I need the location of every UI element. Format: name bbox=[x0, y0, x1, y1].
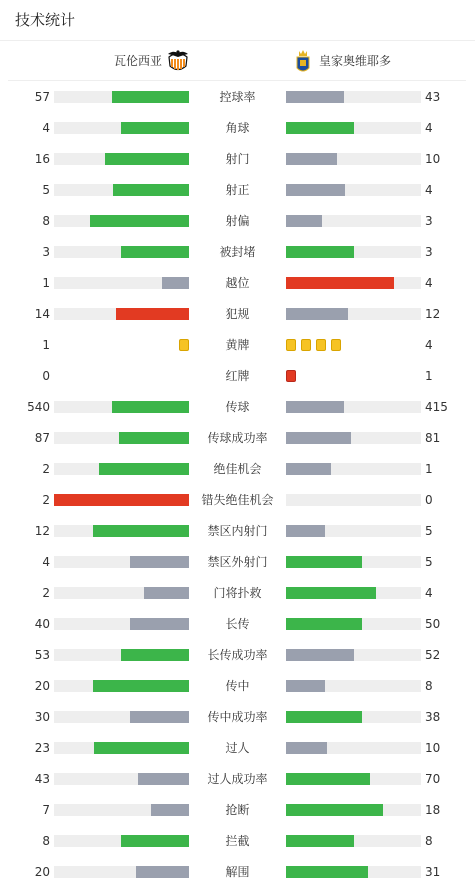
stat-row bbox=[0, 112, 475, 143]
away-stat-value: 18 bbox=[425, 803, 441, 817]
home-stat-value: 23 bbox=[34, 741, 50, 755]
stat-label: 长传 bbox=[225, 617, 250, 631]
stat-row bbox=[0, 732, 475, 763]
away-stat-bar-fill bbox=[286, 618, 362, 630]
away-stat-bar-fill bbox=[286, 587, 376, 599]
valencia-bat-crest-icon bbox=[167, 49, 189, 75]
stat-row bbox=[0, 515, 475, 546]
stat-label: 射门 bbox=[225, 152, 250, 166]
stat-label: 越位 bbox=[225, 276, 250, 290]
home-stat-value: 0 bbox=[42, 369, 50, 383]
stat-label: 解围 bbox=[225, 865, 250, 879]
stat-row bbox=[0, 639, 475, 670]
home-stat-value: 3 bbox=[42, 245, 50, 259]
home-stat-bar-fill bbox=[90, 215, 189, 227]
home-stat-bar-fill bbox=[99, 463, 189, 475]
away-team-name[interactable]: 皇家奥维耶多 bbox=[319, 54, 392, 68]
stat-row bbox=[0, 143, 475, 174]
away-stat-bar-track bbox=[286, 184, 421, 196]
stat-label: 传中 bbox=[225, 679, 250, 693]
away-stat-bar-track bbox=[286, 618, 421, 630]
stat-label: 角球 bbox=[225, 121, 250, 135]
yellow-card-icon bbox=[301, 339, 311, 351]
yellow-card-icon bbox=[179, 339, 189, 351]
away-stat-bar-track bbox=[286, 680, 421, 692]
away-stat-bar-fill bbox=[286, 401, 344, 413]
away-stat-value: 50 bbox=[425, 617, 441, 631]
home-stat-bar-fill bbox=[121, 649, 189, 661]
away-stat-value: 4 bbox=[425, 586, 433, 600]
away-stat-bar-track bbox=[286, 153, 421, 165]
away-stat-value: 8 bbox=[425, 834, 433, 848]
away-stat-bar-track bbox=[286, 277, 421, 289]
teams-header bbox=[0, 42, 475, 80]
home-stat-bar-fill bbox=[94, 742, 189, 754]
away-stat-bar-track bbox=[286, 649, 421, 661]
stat-row bbox=[0, 546, 475, 577]
home-stat-bar-track bbox=[54, 742, 189, 754]
away-stat-bar-fill bbox=[286, 711, 362, 723]
home-stat-bar-fill bbox=[136, 866, 189, 878]
stat-label: 过人成功率 bbox=[207, 772, 268, 786]
stat-label: 错失绝佳机会 bbox=[201, 493, 274, 507]
home-stat-bar-track bbox=[54, 91, 189, 103]
away-stat-value: 4 bbox=[425, 338, 433, 352]
away-stat-bar-track bbox=[286, 463, 421, 475]
home-stat-bar-track bbox=[54, 401, 189, 413]
yellow-card-icon bbox=[316, 339, 326, 351]
away-stat-bar-track bbox=[286, 401, 421, 413]
away-stat-bar-fill bbox=[286, 215, 322, 227]
home-stat-bar-track bbox=[54, 711, 189, 723]
away-stat-bar-fill bbox=[286, 153, 337, 165]
home-stat-bar-fill bbox=[112, 401, 189, 413]
away-stat-value: 70 bbox=[425, 772, 441, 786]
away-stat-value: 5 bbox=[425, 555, 433, 569]
stat-row bbox=[0, 453, 475, 484]
home-stat-bar-track bbox=[54, 804, 189, 816]
home-stat-value: 20 bbox=[34, 865, 50, 879]
home-stat-value: 4 bbox=[42, 555, 50, 569]
stat-row bbox=[0, 856, 475, 887]
home-stat-value: 2 bbox=[42, 462, 50, 476]
home-team-name[interactable]: 瓦伦西亚 bbox=[113, 54, 162, 68]
stat-row bbox=[0, 236, 475, 267]
away-stat-bar-fill bbox=[286, 680, 325, 692]
stat-label: 过人 bbox=[225, 741, 250, 755]
stat-label: 射正 bbox=[225, 183, 250, 197]
away-stat-value: 38 bbox=[425, 710, 441, 724]
away-stat-bar-track bbox=[286, 215, 421, 227]
home-stat-value: 2 bbox=[42, 586, 50, 600]
home-stat-bar-fill bbox=[138, 773, 189, 785]
home-stat-value: 8 bbox=[42, 214, 50, 228]
stat-label: 门将扑救 bbox=[213, 586, 262, 600]
stat-row bbox=[0, 794, 475, 825]
away-stat-value: 3 bbox=[425, 214, 433, 228]
home-stat-bar-track bbox=[54, 215, 189, 227]
oviedo-crown-crest-icon bbox=[295, 49, 311, 75]
home-stat-bar-track bbox=[54, 680, 189, 692]
stat-row bbox=[0, 205, 475, 236]
away-stat-value: 5 bbox=[425, 524, 433, 538]
home-stat-value: 1 bbox=[42, 276, 50, 290]
stat-row bbox=[0, 298, 475, 329]
home-stat-bar-fill bbox=[130, 711, 189, 723]
away-stat-value: 31 bbox=[425, 865, 441, 879]
home-stat-bar-track bbox=[54, 246, 189, 258]
home-stat-bar-track bbox=[54, 153, 189, 165]
stat-label: 被封堵 bbox=[219, 245, 256, 259]
home-stat-bar-fill bbox=[54, 494, 189, 506]
away-stat-bar-fill bbox=[286, 742, 327, 754]
stat-label: 长传成功率 bbox=[207, 648, 268, 662]
home-stat-value: 53 bbox=[34, 648, 50, 662]
home-stat-value: 40 bbox=[34, 617, 50, 631]
stat-label: 绝佳机会 bbox=[213, 462, 262, 476]
home-stat-value: 1 bbox=[42, 338, 50, 352]
away-stat-value: 43 bbox=[425, 90, 441, 104]
stat-row bbox=[0, 267, 475, 298]
home-stat-bar-track bbox=[54, 308, 189, 320]
home-stat-bar-fill bbox=[116, 308, 189, 320]
away-stat-bar-fill bbox=[286, 184, 345, 196]
stat-label: 禁区内射门 bbox=[207, 524, 268, 538]
stat-label: 红牌 bbox=[225, 369, 250, 383]
home-stat-bar-track bbox=[54, 835, 189, 847]
away-stat-bar-fill bbox=[286, 804, 383, 816]
home-stat-bar-track bbox=[54, 525, 189, 537]
away-stat-bar-fill bbox=[286, 122, 354, 134]
away-stat-bar-track bbox=[286, 804, 421, 816]
home-stat-value: 43 bbox=[34, 772, 50, 786]
home-stat-value: 30 bbox=[34, 710, 50, 724]
stat-row bbox=[0, 670, 475, 701]
home-stat-value: 20 bbox=[34, 679, 50, 693]
stat-row bbox=[0, 701, 475, 732]
home-stat-bar-track bbox=[54, 122, 189, 134]
home-stat-bar-fill bbox=[121, 122, 189, 134]
away-stat-bar-track bbox=[286, 711, 421, 723]
home-stat-bar-fill bbox=[105, 153, 189, 165]
home-stat-value: 16 bbox=[34, 152, 50, 166]
home-stat-bar-track bbox=[54, 649, 189, 661]
away-stat-value: 4 bbox=[425, 183, 433, 197]
home-stat-bar-fill bbox=[130, 618, 189, 630]
yellow-card-icon bbox=[331, 339, 341, 351]
away-stat-bar-track bbox=[286, 525, 421, 537]
title-divider bbox=[0, 40, 475, 41]
home-stat-value: 4 bbox=[42, 121, 50, 135]
away-stat-bar-track bbox=[286, 835, 421, 847]
home-stat-value: 540 bbox=[27, 400, 50, 414]
away-stat-bar-fill bbox=[286, 525, 325, 537]
stat-label: 禁区外射门 bbox=[207, 555, 268, 569]
home-stat-bar-fill bbox=[121, 835, 189, 847]
away-stat-value: 4 bbox=[425, 276, 433, 290]
away-stat-bar-fill bbox=[286, 246, 354, 258]
away-stat-bar-track bbox=[286, 866, 421, 878]
away-stat-bar-fill bbox=[286, 556, 362, 568]
away-stat-value: 1 bbox=[425, 462, 433, 476]
away-stat-bar-fill bbox=[286, 773, 370, 785]
away-stat-value: 81 bbox=[425, 431, 441, 445]
away-stat-bar-track bbox=[286, 556, 421, 568]
stat-row bbox=[0, 825, 475, 856]
home-stat-value: 8 bbox=[42, 834, 50, 848]
away-stat-value: 12 bbox=[425, 307, 441, 321]
away-stat-value: 4 bbox=[425, 121, 433, 135]
stat-label: 传中成功率 bbox=[207, 710, 268, 724]
home-stat-bar-fill bbox=[121, 246, 189, 258]
home-stat-bar-track bbox=[54, 773, 189, 785]
home-stat-bar-track bbox=[54, 556, 189, 568]
home-stat-value: 14 bbox=[34, 307, 50, 321]
away-stat-bar-fill bbox=[286, 432, 351, 444]
stat-label: 拦截 bbox=[225, 834, 250, 848]
away-stat-bar-fill bbox=[286, 91, 344, 103]
home-stat-bar-fill bbox=[93, 680, 189, 692]
away-stat-bar-track bbox=[286, 742, 421, 754]
home-stat-bar-track bbox=[54, 618, 189, 630]
home-stat-bar-fill bbox=[113, 184, 189, 196]
stat-row bbox=[0, 763, 475, 794]
away-stat-bar-track bbox=[286, 308, 421, 320]
home-stat-bar-fill bbox=[151, 804, 189, 816]
stat-row bbox=[0, 484, 475, 515]
away-stat-bar-track bbox=[286, 91, 421, 103]
home-stat-bar-fill bbox=[130, 556, 189, 568]
yellow-card-icon bbox=[286, 339, 296, 351]
home-stat-bar-fill bbox=[162, 277, 189, 289]
away-stat-bar-track bbox=[286, 432, 421, 444]
stat-label: 犯规 bbox=[225, 307, 250, 321]
home-cards bbox=[174, 339, 189, 351]
away-stat-bar-fill bbox=[286, 308, 348, 320]
stat-label: 传球成功率 bbox=[207, 431, 268, 445]
stat-label: 黄牌 bbox=[225, 338, 250, 352]
away-stat-bar-fill bbox=[286, 866, 368, 878]
away-stat-bar-track bbox=[286, 122, 421, 134]
away-stat-bar-fill bbox=[286, 835, 354, 847]
away-stat-bar-track bbox=[286, 494, 421, 506]
home-stat-value: 5 bbox=[42, 183, 50, 197]
stat-label: 控球率 bbox=[219, 90, 256, 104]
stat-row bbox=[0, 360, 475, 391]
stat-row bbox=[0, 329, 475, 360]
away-cards bbox=[286, 370, 301, 382]
away-cards bbox=[286, 339, 346, 351]
stat-label: 射偏 bbox=[225, 214, 250, 228]
home-stat-bar-fill bbox=[93, 525, 189, 537]
home-stat-bar-track bbox=[54, 494, 189, 506]
home-stat-bar-track bbox=[54, 277, 189, 289]
home-stat-bar-track bbox=[54, 866, 189, 878]
stat-label: 抢断 bbox=[225, 803, 250, 817]
page-title: 技术统计 bbox=[15, 11, 76, 29]
away-stat-value: 8 bbox=[425, 679, 433, 693]
away-stat-bar-track bbox=[286, 587, 421, 599]
home-stat-bar-track bbox=[54, 587, 189, 599]
home-stat-value: 12 bbox=[34, 524, 50, 538]
away-stat-bar-fill bbox=[286, 277, 394, 289]
away-stat-value: 10 bbox=[425, 152, 441, 166]
stat-row bbox=[0, 422, 475, 453]
home-stat-bar-track bbox=[54, 432, 189, 444]
red-card-icon bbox=[286, 370, 296, 382]
stat-row bbox=[0, 81, 475, 112]
away-stat-value: 0 bbox=[425, 493, 433, 507]
away-stat-value: 415 bbox=[425, 400, 448, 414]
away-stat-bar-fill bbox=[286, 649, 354, 661]
home-stat-bar-fill bbox=[112, 91, 189, 103]
home-stat-bar-track bbox=[54, 184, 189, 196]
away-stat-value: 3 bbox=[425, 245, 433, 259]
away-stat-bar-track bbox=[286, 246, 421, 258]
stat-row bbox=[0, 577, 475, 608]
away-stat-bar-fill bbox=[286, 463, 331, 475]
home-stat-value: 57 bbox=[34, 90, 50, 104]
stat-row bbox=[0, 608, 475, 639]
away-stat-value: 1 bbox=[425, 369, 433, 383]
home-stat-value: 87 bbox=[34, 431, 50, 445]
away-stat-bar-track bbox=[286, 773, 421, 785]
away-stat-value: 10 bbox=[425, 741, 441, 755]
home-stat-bar-fill bbox=[144, 587, 189, 599]
home-stat-bar-fill bbox=[119, 432, 189, 444]
stat-label: 传球 bbox=[225, 400, 250, 414]
home-stat-bar-track bbox=[54, 463, 189, 475]
stat-row bbox=[0, 391, 475, 422]
home-stat-value: 7 bbox=[42, 803, 50, 817]
home-stat-value: 2 bbox=[42, 493, 50, 507]
away-stat-value: 52 bbox=[425, 648, 441, 662]
stat-row bbox=[0, 174, 475, 205]
